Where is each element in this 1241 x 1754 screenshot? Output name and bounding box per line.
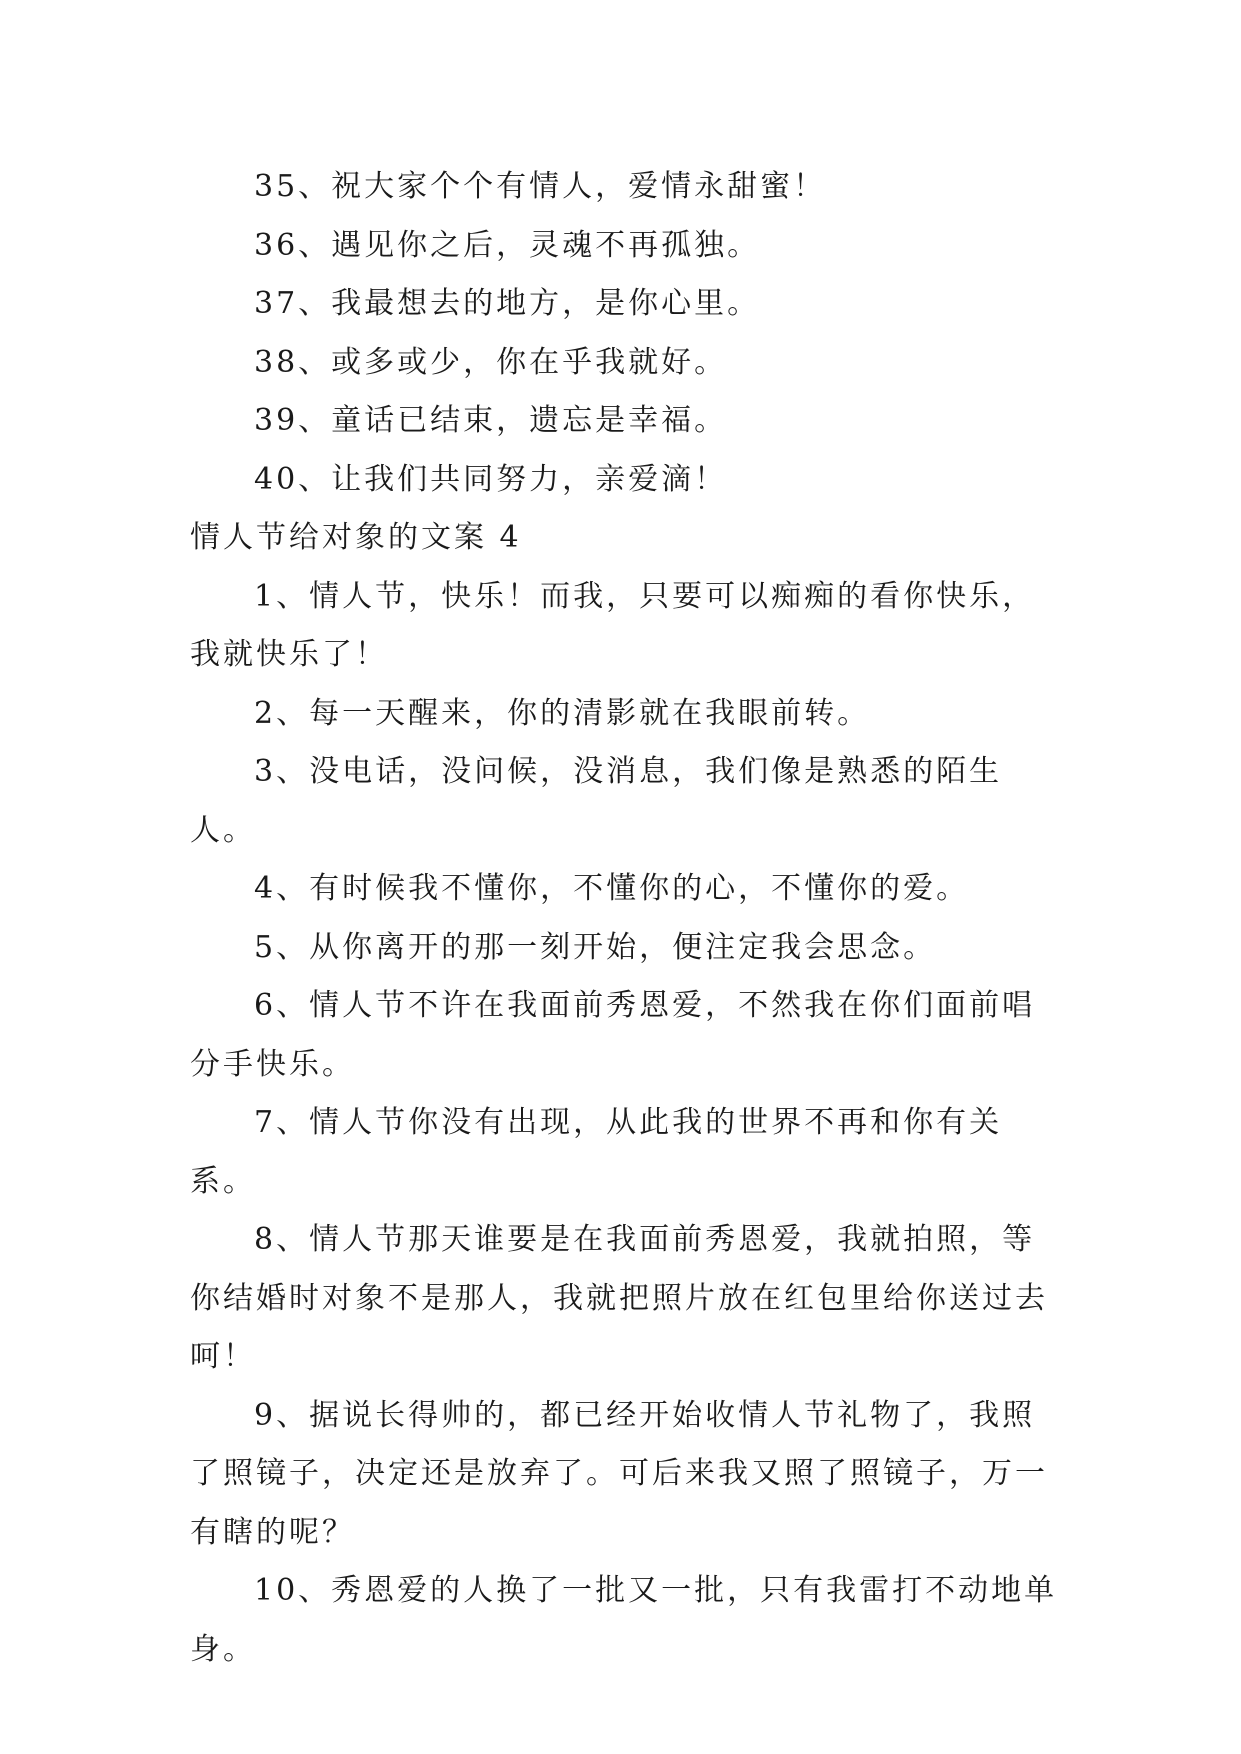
list-item: 6、情人节不许在我面前秀恩爱，不然我在你们面前唱分手快乐。 bbox=[190, 988, 1036, 1082]
list-item: 40、让我们共同努力，亲爱滴！ bbox=[254, 461, 728, 497]
list-item: 39、童话已结束，遗忘是幸福。 bbox=[254, 403, 728, 438]
list-item: 38、或多或少，你在乎我就好。 bbox=[254, 344, 728, 380]
list-item: 36、遇见你之后，灵魂不再孤独。 bbox=[254, 227, 761, 263]
list-item: 9、据说长得帅的，都已经开始收情人节礼物了，我照了照镜子，决定还是放弃了。可后来我又照了照镜子，万一有瞎的呢？ bbox=[190, 1397, 1048, 1550]
list-item: 4、有时候我不懂你，不懂你的心，不懂你的爱。 bbox=[254, 871, 970, 906]
document-body bbox=[190, 158, 1060, 1679]
list-item: 2、每一天醒来，你的清影就在我眼前转。 bbox=[254, 695, 871, 731]
list-item: 35、祝大家个个有情人，爱情永甜蜜！ bbox=[254, 169, 827, 204]
list-item: 3、没电话，没问候，没消息，我们像是熟悉的陌生人。 bbox=[190, 754, 1003, 848]
list-item: 10、秀恩爱的人换了一批又一批，只有我雷打不动地单身。 bbox=[190, 1573, 1058, 1667]
list-item: 1、情人节，快乐！而我，只要可以痴痴的看你快乐，我就快乐了！ bbox=[190, 578, 1036, 672]
list-item: 5、从你离开的那一刻开始，便注定我会思念。 bbox=[254, 929, 937, 965]
list-item: 8、情人节那天谁要是在我面前秀恩爱，我就拍照，等你结婚时对象不是那人，我就把照片放在红包里给你送过去呵！ bbox=[190, 1222, 1048, 1374]
section-heading: 情人节给对象的文案 4 bbox=[190, 520, 522, 555]
list-item: 7、情人节你没有出现，从此我的世界不再和你有关系。 bbox=[190, 1105, 1003, 1199]
list-item: 37、我最想去的地方，是你心里。 bbox=[254, 286, 761, 321]
